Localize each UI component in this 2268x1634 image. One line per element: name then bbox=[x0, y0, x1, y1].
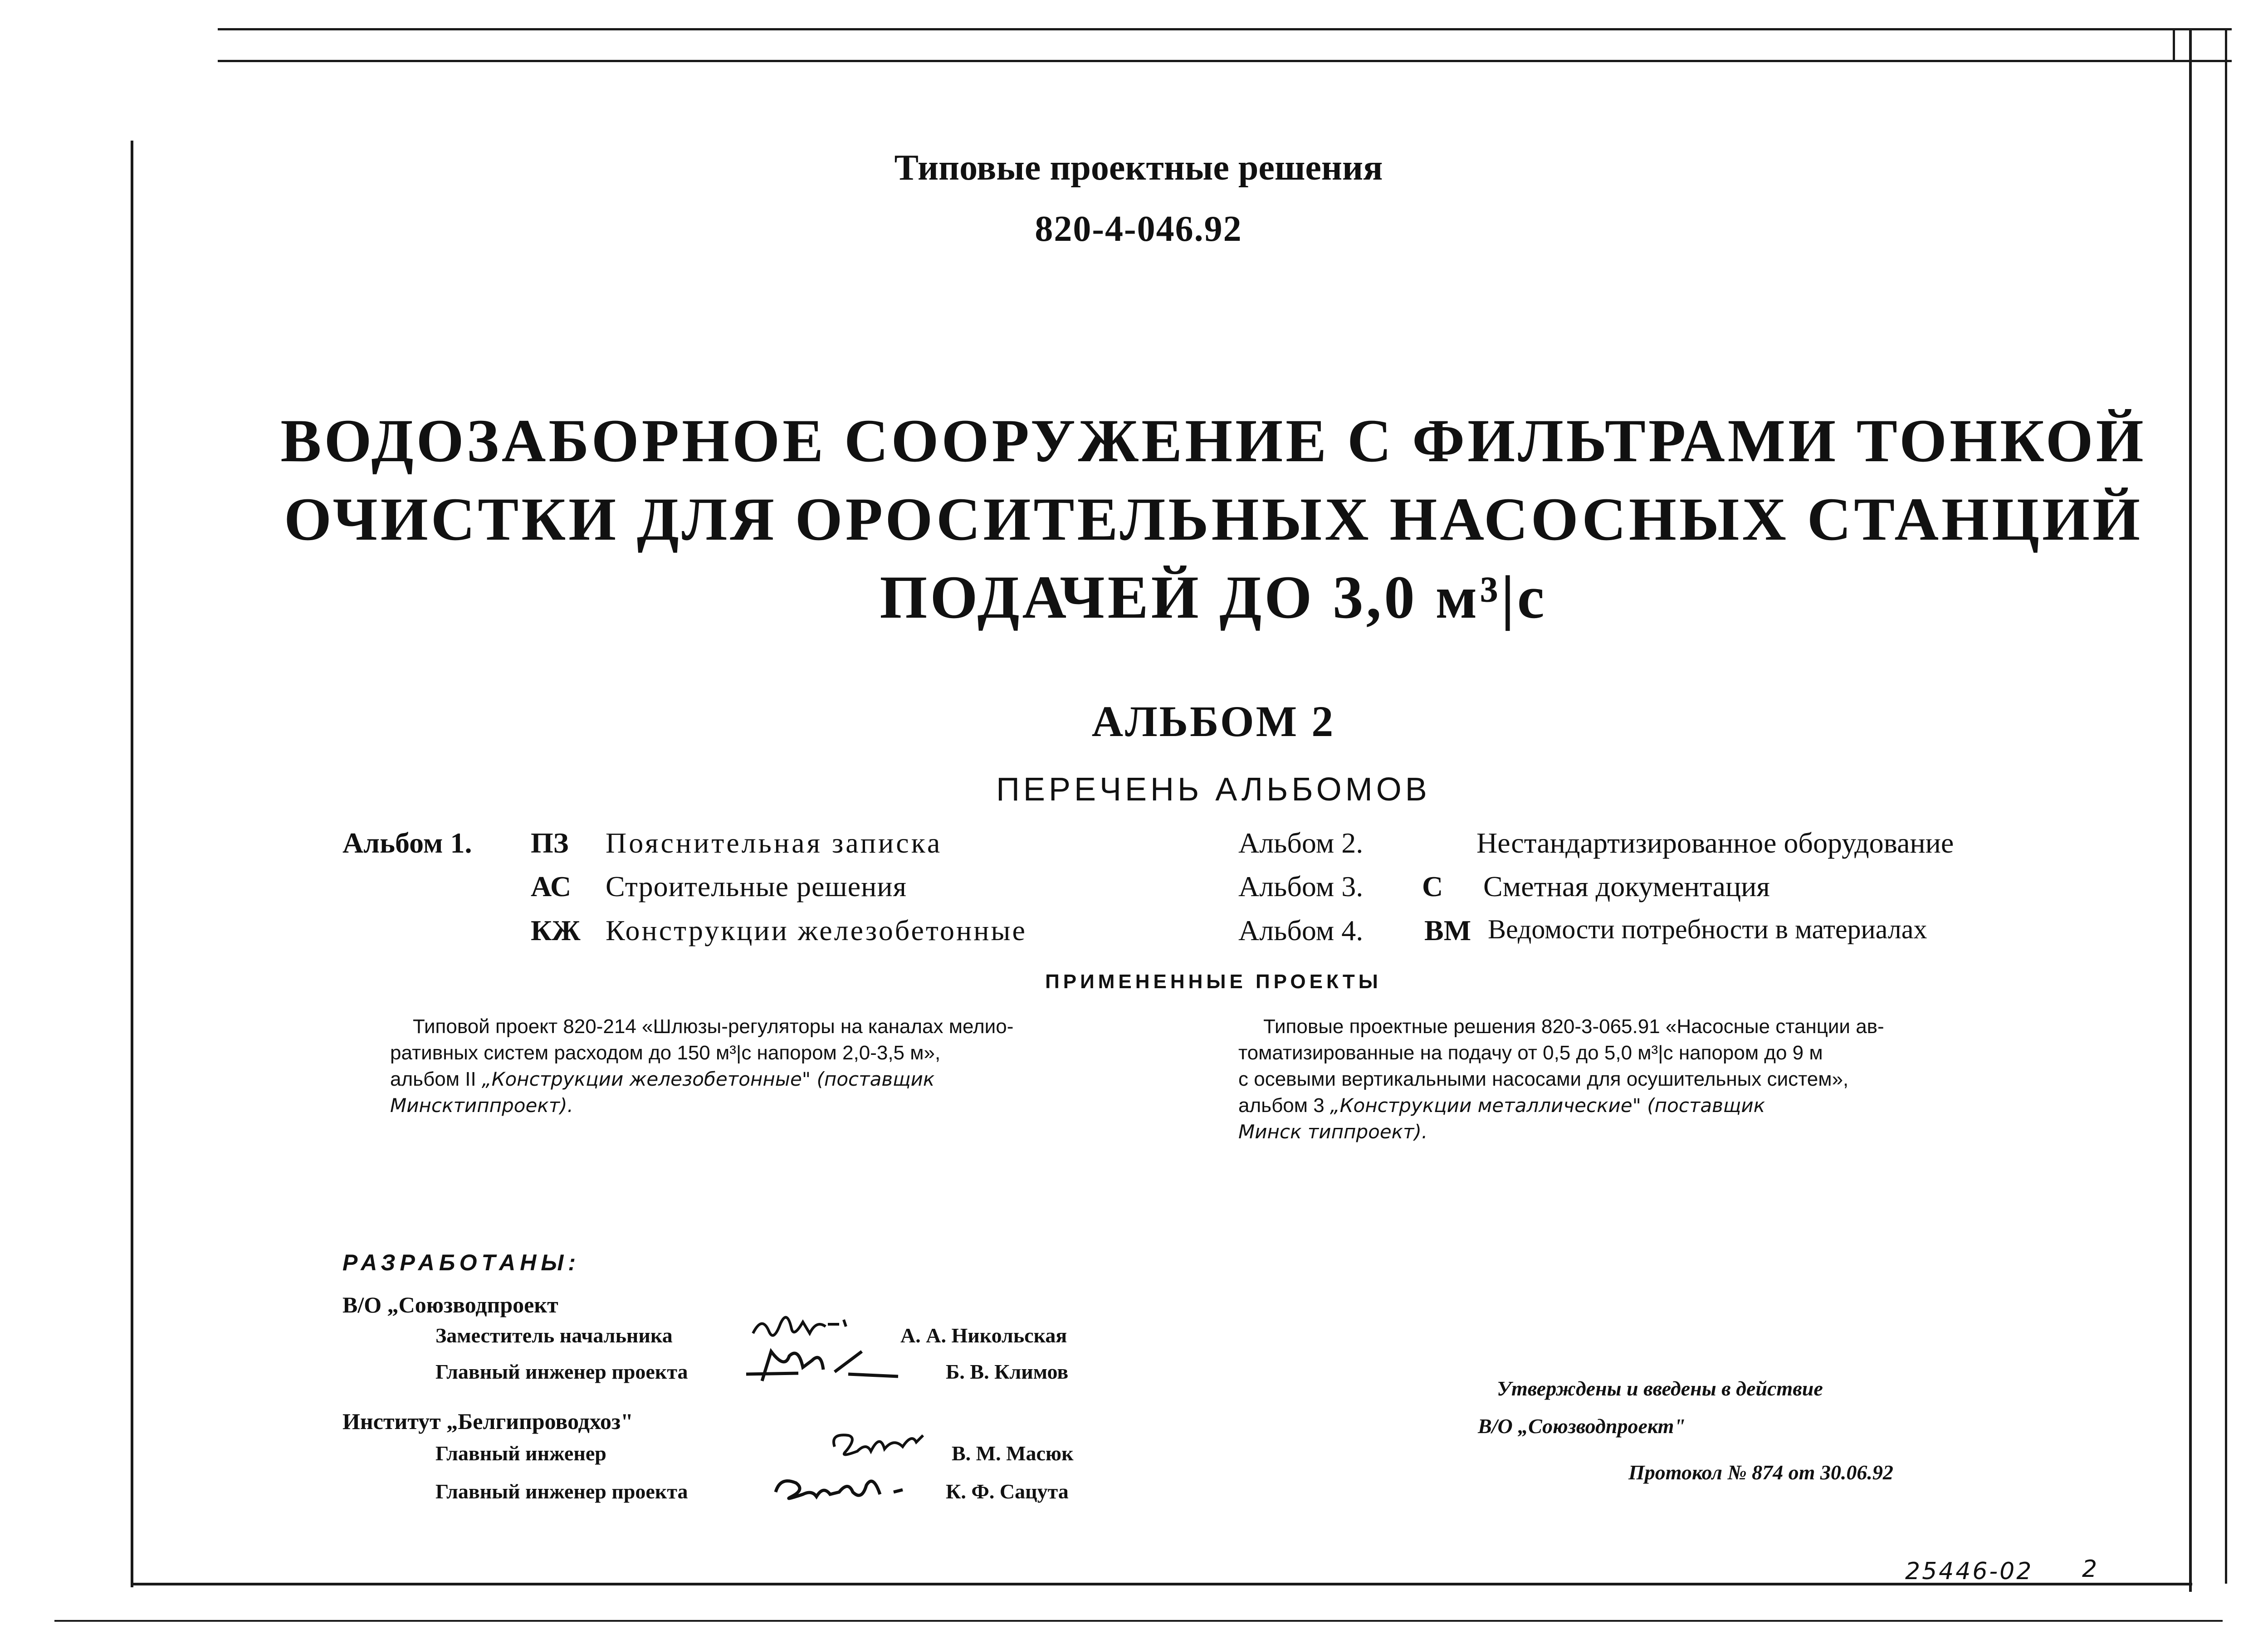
applied-left-line-4: Минсктиппроект). bbox=[390, 1094, 573, 1117]
stamp-number: 25446-02 bbox=[1905, 1558, 2033, 1585]
album-right-2-album: Альбом 3. bbox=[1238, 870, 1364, 902]
frame-top-line bbox=[218, 28, 2232, 30]
albums-list-heading: ПЕРЕЧЕНЬ АЛЬБОМОВ bbox=[996, 771, 1431, 808]
sheet-number: 2 bbox=[2082, 1556, 2097, 1583]
album-left-1-code: ПЗ bbox=[531, 827, 569, 859]
main-title-line-1: ВОДОЗАБОРНОЕ СООРУЖЕНИЕ С ФИЛЬТРАМИ ТОНКОЙ bbox=[280, 407, 2146, 475]
applied-right-line-4-prefix: альбом 3 bbox=[1238, 1094, 1330, 1117]
album-left-3-code: КЖ bbox=[531, 914, 581, 946]
album-left-1-name: Пояснительная записка bbox=[606, 827, 943, 859]
signature-2 bbox=[744, 1342, 916, 1390]
approval-line-2: В/О „Союзводпроект" bbox=[1478, 1415, 1686, 1438]
developer-1-role: Заместитель начальника bbox=[435, 1324, 673, 1347]
main-title-line-3: ПОДАЧЕЙ ДО 3,0 м³|с bbox=[880, 564, 1547, 631]
applied-right-line-3: с осевыми вертикальными насосами для осушительных систем», bbox=[1238, 1068, 1849, 1090]
album-right-3-name: Ведомости потребности в материалах bbox=[1488, 914, 1927, 944]
applied-right-line-1: Типовые проектные решения 820-3-065.91 «Насосные станции ав- bbox=[1263, 1015, 1884, 1038]
developer-org-2: Институт „Белгипроводхоз" bbox=[342, 1409, 633, 1434]
applied-right-line-5: Минск типпроект). bbox=[1238, 1121, 1428, 1143]
approval-line-1: Утверждены и введены в действие bbox=[1497, 1377, 1823, 1400]
developer-4-name: К. Ф. Сацута bbox=[946, 1480, 1069, 1503]
main-title-line-2: ОЧИСТКИ ДЛЯ ОРОСИТЕЛЬНЫХ НАСОСНЫХ СТАНЦИЙ bbox=[284, 486, 2143, 553]
developer-1-name: А. А. Никольская bbox=[900, 1324, 1067, 1347]
applied-project-left bbox=[390, 1014, 1207, 1119]
developer-2-role: Главный инженер проекта bbox=[435, 1360, 688, 1383]
album-right-3-album: Альбом 4. bbox=[1238, 914, 1364, 946]
album-right-1-album: Альбом 2. bbox=[1238, 827, 1364, 859]
album-right-2-name: Сметная документация bbox=[1483, 870, 1770, 902]
signature-4 bbox=[771, 1467, 934, 1510]
applied-left-line-3 bbox=[390, 1066, 1207, 1093]
album-right-1-name: Нестандартизированное оборудование bbox=[1476, 827, 1954, 859]
frame-corner-tick bbox=[2173, 28, 2175, 60]
developer-org-1: В/О „Союзводпроект bbox=[342, 1292, 558, 1317]
page-bottom-line bbox=[54, 1620, 2223, 1622]
series-title: Типовые проектные решения bbox=[894, 148, 1383, 188]
applied-right-line-2: томатизированные на подачу от 0,5 до 5,0 м³|с напором до 9 м bbox=[1238, 1042, 1823, 1064]
approval-line-3: Протокол № 874 от 30.06.92 bbox=[1628, 1461, 1893, 1484]
applied-left-line-3-italic: „Конструкции железобетонные" (поставщик bbox=[481, 1068, 935, 1090]
developer-3-name: В. М. Масюк bbox=[952, 1442, 1074, 1465]
album-right-3-code: ВМ bbox=[1424, 914, 1471, 946]
applied-project-right bbox=[1238, 1014, 2055, 1145]
album-left-2-name: Строительные решения bbox=[606, 870, 907, 902]
signature-3 bbox=[826, 1424, 943, 1467]
applied-projects-heading: ПРИМЕНЕННЫЕ ПРОЕКТЫ bbox=[1045, 971, 1382, 993]
album-left-2-code: АС bbox=[531, 870, 572, 902]
frame-bottom-line bbox=[131, 1583, 2192, 1585]
developer-4-role: Главный инженер проекта bbox=[435, 1480, 688, 1503]
album-title: АЛЬБОМ 2 bbox=[1091, 697, 1335, 746]
developer-3-role: Главный инженер bbox=[435, 1442, 606, 1465]
developer-2-name: Б. В. Климов bbox=[946, 1360, 1069, 1383]
applied-right-line-4 bbox=[1238, 1093, 2055, 1119]
applied-left-line-3-prefix: альбом II bbox=[390, 1068, 482, 1090]
frame-left-line bbox=[131, 141, 133, 1587]
frame-top-line-inner bbox=[218, 60, 2232, 62]
album-left-3-name: Конструкции железобетонные bbox=[606, 914, 1027, 946]
applied-right-line-4-italic: „Конструкции металлические" (поставщик bbox=[1330, 1094, 1765, 1117]
frame-right-line-outer bbox=[2225, 28, 2227, 1584]
applied-left-line-2: ративных систем расходом до 150 м³|с напором 2,0-3,5 м», bbox=[390, 1042, 941, 1064]
developers-heading: РАЗРАБОТАНЫ: bbox=[342, 1250, 580, 1275]
album-right-2-code: С bbox=[1422, 870, 1443, 902]
album-left-1-album: Альбом 1. bbox=[342, 827, 472, 859]
frame-right-line bbox=[2189, 28, 2192, 1592]
series-code: 820-4-046.92 bbox=[1035, 209, 1242, 249]
applied-left-line-1: Типовой проект 820-214 «Шлюзы-регуляторы на каналах мелио- bbox=[413, 1015, 1014, 1038]
